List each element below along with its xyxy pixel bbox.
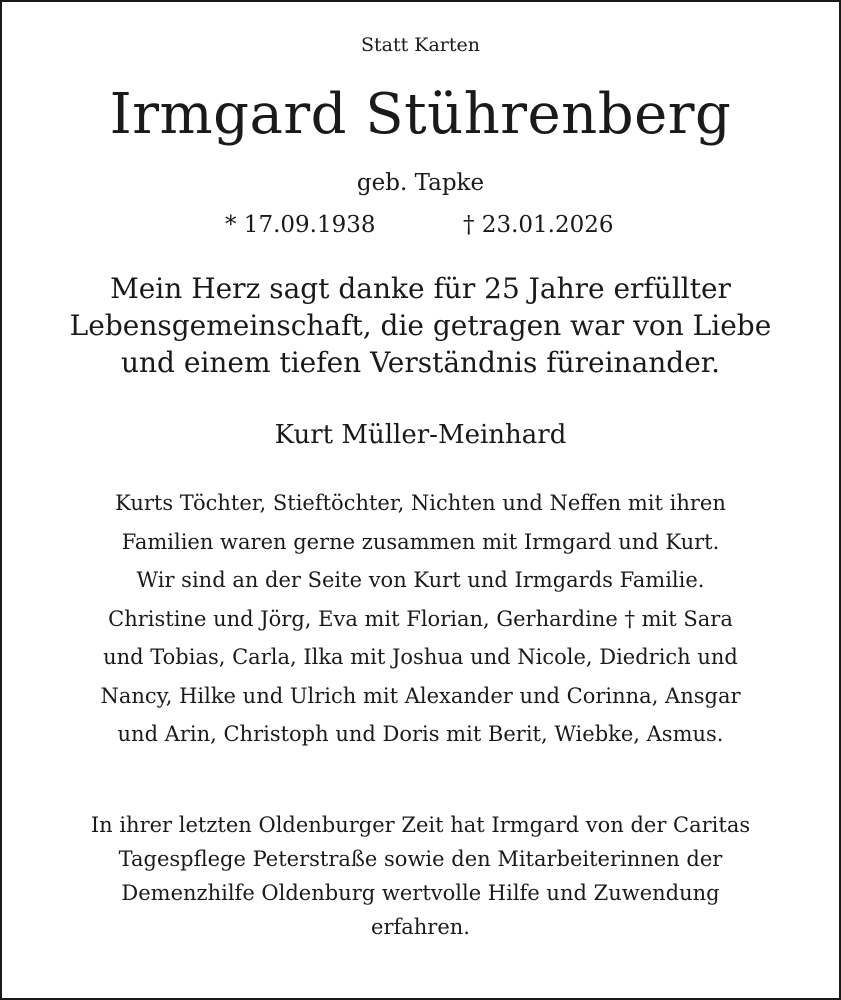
family-line: Wir sind an der Seite von Kurt und Irmgards Familie. (136, 568, 705, 592)
death-date: † 23.01.2026 (463, 212, 614, 238)
thanks-block (0, 808, 841, 944)
family-line: und Tobias, Carla, Ilka mit Joshua und Nicole, Diedrich und (103, 645, 738, 669)
deceased-name: Irmgard Stührenberg (109, 82, 732, 147)
quote-line: Lebensgemeinschaft, die getragen war von Liebe (69, 309, 772, 342)
family-line: Familien waren gerne zusammen mit Irmgard und Kurt. (121, 529, 720, 554)
family-block (0, 484, 841, 754)
thanks-line: In ihrer letzten Oldenburger Zeit hat Irmgard von der Caritas (90, 813, 751, 837)
signer-name: Kurt Müller-Meinhard (274, 420, 567, 450)
quote-block (0, 270, 841, 381)
thanks-line: erfahren. (371, 915, 470, 939)
birth-name: geb. Tapke (356, 170, 485, 196)
family-line: Nancy, Hilke und Ulrich mit Alexander und Corinna, Ansgar (100, 683, 741, 708)
family-line: und Arin, Christoph und Doris mit Berit, Wiebke, Asmus. (117, 722, 724, 746)
quote-line: und einem tiefen Verständnis füreinander. (120, 346, 721, 379)
quote-line: Mein Herz sagt danke für 25 Jahre erfüllter (110, 272, 731, 305)
family-line: Christine und Jörg, Eva mit Florian, Gerhardine † mit Sara (108, 606, 733, 631)
thanks-line: Demenzhilfe Oldenburg wertvolle Hilfe und Zuwendung (121, 881, 720, 905)
thanks-line: Tagespflege Peterstraße sowie den Mitarbeiterinnen der (118, 847, 723, 871)
family-line: Kurts Töchter, Stieftöchter, Nichten und Neffen mit ihren (115, 491, 726, 515)
header-statt-karten: Statt Karten (360, 34, 480, 56)
birth-date: * 17.09.1938 (225, 212, 376, 238)
